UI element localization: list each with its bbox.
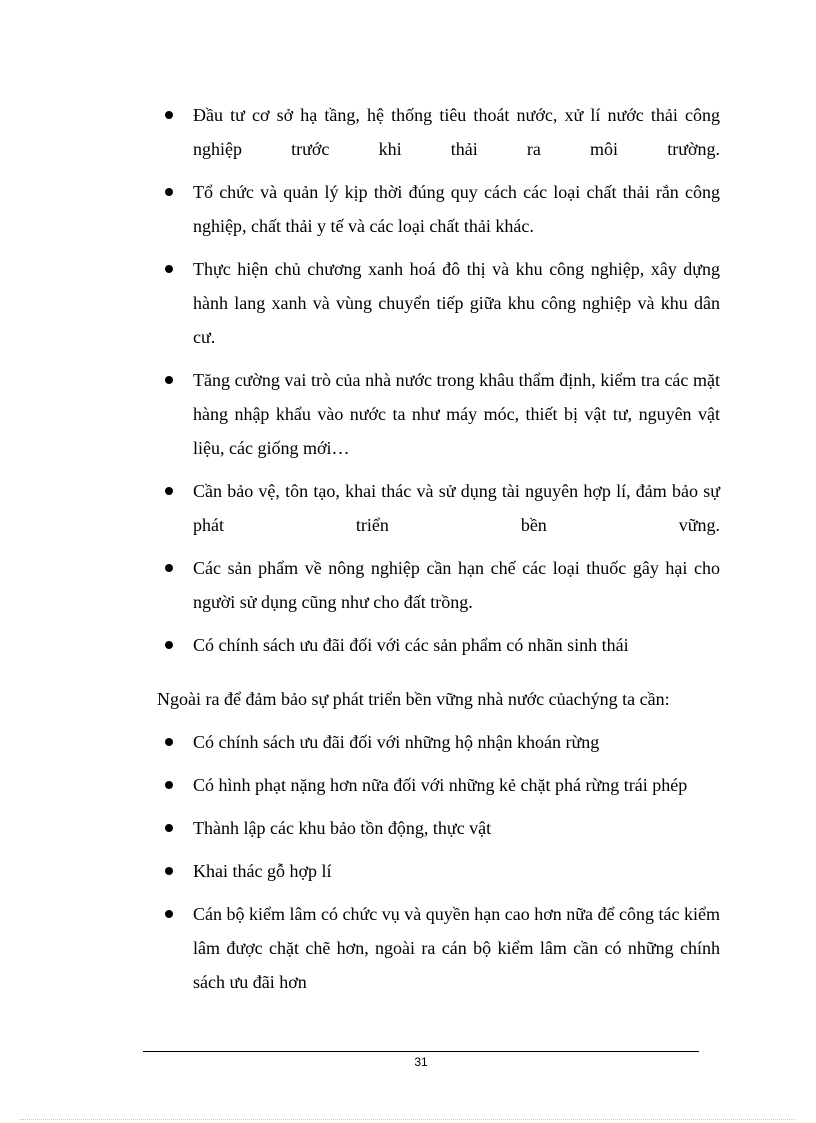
- bullet-icon: [165, 867, 173, 875]
- page-number: 31: [414, 1055, 428, 1069]
- bullet-icon: [165, 564, 173, 572]
- list-item: [163, 811, 720, 845]
- bullet-icon: [165, 738, 173, 746]
- list-item: [163, 725, 720, 759]
- bullet-icon: [165, 781, 173, 789]
- list-item-text: Thành lập các khu bảo tồn động, thực vật: [193, 818, 492, 838]
- list-item-text: Tổ chức và quản lý kịp thời đúng quy cách các loại chất thải rắn công nghiệp, chất thải y tế và các loại chất thải khác.: [193, 182, 720, 236]
- list-item: [163, 175, 720, 243]
- bullet-icon: [165, 824, 173, 832]
- page-edge-divider: [20, 1119, 796, 1120]
- list-item-text: Có chính sách ưu đãi đối với những hộ nhận khoán rừng: [193, 732, 600, 752]
- list-item: [163, 628, 720, 662]
- list-item: [163, 98, 720, 166]
- footer-divider: [143, 1051, 699, 1052]
- list-item-text: Cần bảo vệ, tôn tạo, khai thác và sử dụng tài nguyên hợp lí, đảm bảo sự phát triển bền vững.: [193, 481, 720, 535]
- list-item: [163, 768, 720, 802]
- list-item: [163, 897, 720, 999]
- bullet-icon: [165, 641, 173, 649]
- list-item-text: Đầu tư cơ sở hạ tầng, hệ thống tiêu thoát nước, xử lí nước thải công nghiệp trước khi thải ra môi trường.: [193, 105, 720, 159]
- list-item-text: Tăng cường vai trò của nhà nước trong khâu thẩm định, kiểm tra các mặt hàng nhập khẩu vào nước ta như máy móc, thiết bị vật tư, nguyên vật liệu, các giống mới…: [193, 370, 720, 458]
- list-item-text: Khai thác gỗ hợp lí: [193, 861, 332, 881]
- list-item-text: Có chính sách ưu đãi đối với các sản phẩm có nhãn sinh thái: [193, 635, 629, 655]
- measures-list: [163, 98, 720, 662]
- list-item-text: Có hình phạt nặng hơn nữa đối với những kẻ chặt phá rừng trái phép: [193, 775, 688, 795]
- bullet-icon: [165, 376, 173, 384]
- bullet-icon: [165, 487, 173, 495]
- list-item-text: Thực hiện chủ chương xanh hoá đô thị và khu công nghiệp, xây dựng hành lang xanh và vùng chuyển tiếp giữa khu công nghiệp và khu dân cư.: [193, 259, 720, 347]
- list-item: [163, 854, 720, 888]
- bullet-icon: [165, 188, 173, 196]
- list-item-text: Các sản phẩm về nông nghiệp cần hạn chế các loại thuốc gây hại cho người sử dụng cũng như cho đất trồng.: [193, 558, 720, 612]
- bullet-icon: [165, 265, 173, 273]
- bullet-icon: [165, 111, 173, 119]
- intro-paragraph: Ngoài ra để đảm bảo sự phát triển bền vững nhà nước củachýng ta cần:: [157, 689, 670, 709]
- bullet-icon: [165, 910, 173, 918]
- list-item-text: Cán bộ kiểm lâm có chức vụ và quyền hạn cao hơn nữa để công tác kiểm lâm được chặt chẽ hơn, ngoài ra cán bộ kiểm lâm cần có những chính sách ưu đãi hơn: [193, 904, 720, 992]
- forest-measures-list: [163, 725, 720, 1008]
- list-item: [163, 363, 720, 465]
- list-item: [163, 252, 720, 354]
- list-item: [163, 551, 720, 619]
- list-item: [163, 474, 720, 542]
